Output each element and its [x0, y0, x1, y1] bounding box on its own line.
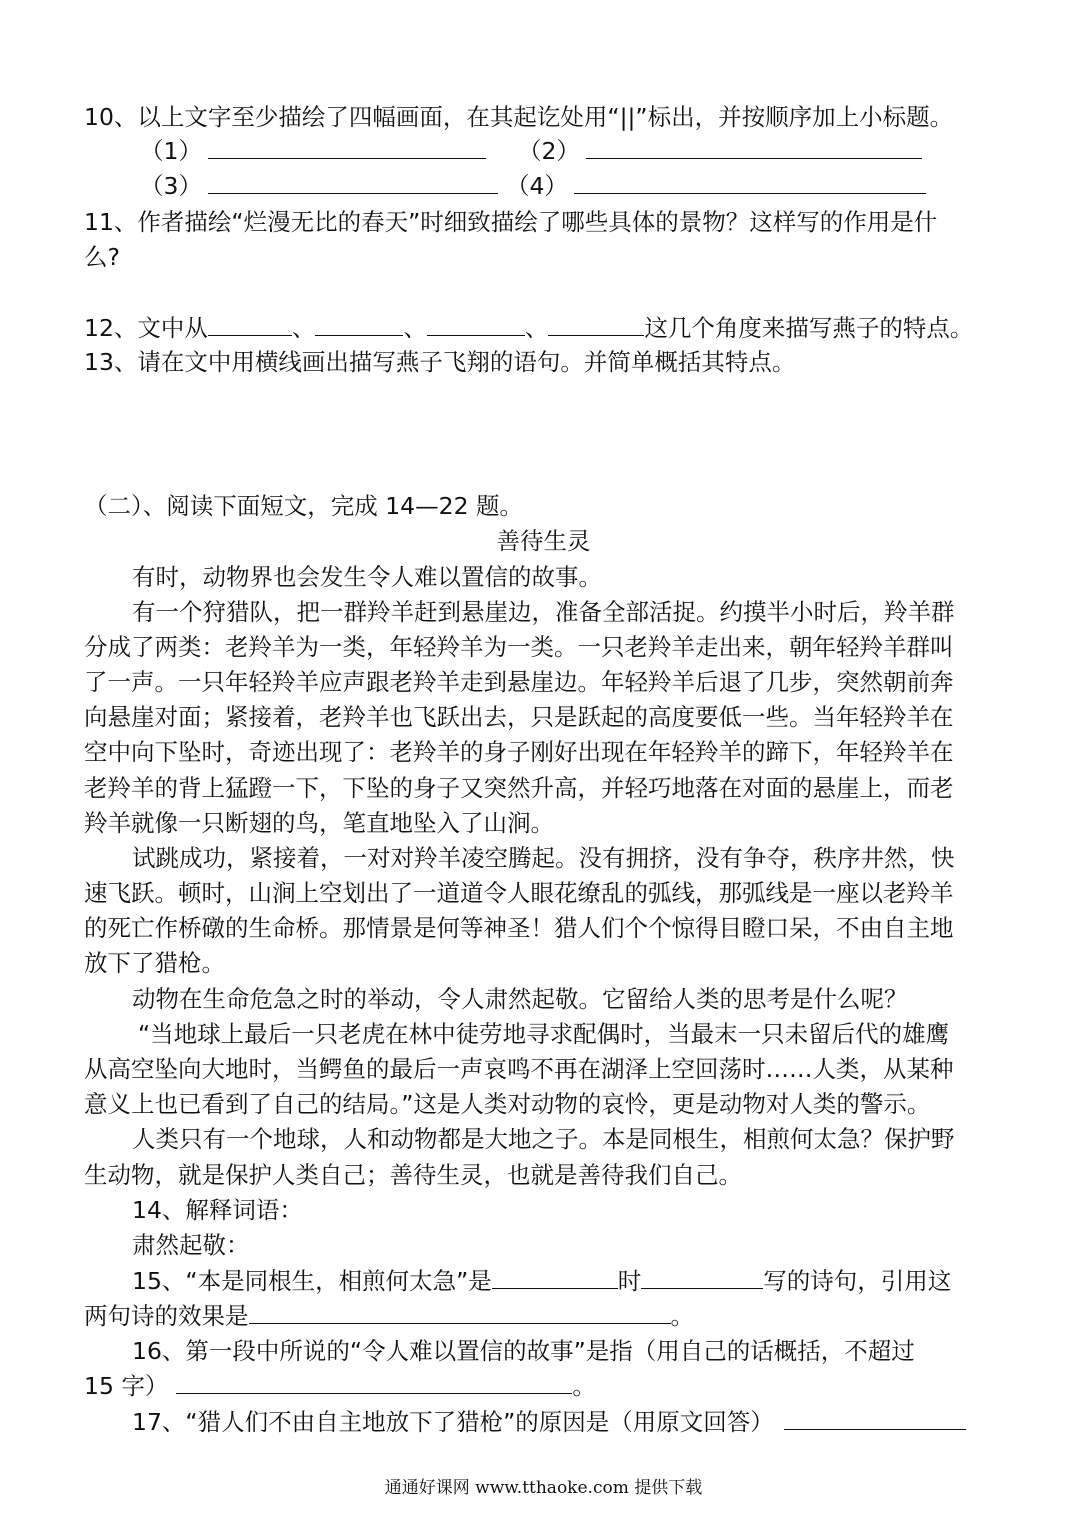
question-10: 10、以上文字至少描绘了四幅画面，在其起讫处用“||”标出，并按顺序加上小标题。 — [84, 103, 954, 131]
q10-label-3: （3） — [140, 172, 202, 200]
passage-line: 动物在生命危急之时的举动，令人肃然起敬。它留给人类的思考是什么呢？ — [132, 985, 908, 1013]
q15-text-c: 写的诗句，引用这 — [763, 1267, 952, 1295]
q12-blank-1[interactable] — [208, 311, 292, 336]
q10-blank-3[interactable] — [208, 169, 498, 194]
question-15-cont — [84, 1299, 1014, 1333]
q15-text-a: 15、“本是同根生，相煎何太急”是 — [132, 1267, 492, 1295]
q10-blank-2[interactable] — [586, 134, 922, 159]
part2-heading: （二）、阅读下面短文，完成 14—22 题。 — [84, 492, 523, 520]
q15-blank-author[interactable] — [641, 1264, 763, 1289]
q12-sep-2: 、 — [403, 314, 427, 342]
question-14: 14、解释词语： — [132, 1196, 303, 1224]
passage-line: 生动物，就是保护人类自己；善待生灵，也就是善待我们自己。 — [84, 1161, 742, 1189]
question-16-cont — [84, 1369, 1014, 1403]
passage-line: 放下了猎枪。 — [84, 949, 225, 977]
q15-blank-era[interactable] — [492, 1264, 618, 1289]
q10-blank-4[interactable] — [574, 169, 926, 194]
q10-label-2: （2） — [517, 137, 580, 165]
q12-blank-2[interactable] — [315, 311, 403, 336]
q10-label-1: （1） — [140, 137, 202, 165]
q15-text-d: 两句诗的效果是 — [84, 1302, 249, 1330]
passage-line: 老羚羊的背上猛蹬一下，下坠的身子又突然升高，并轻巧地落在对面的悬崖上，而老 — [84, 774, 954, 802]
q12-blank-3[interactable] — [427, 311, 525, 336]
q12-sep-1: 、 — [291, 314, 316, 342]
passage-line: 速飞跃。顿时，山涧上空划出了一道道令人眼花缭乱的弧线，那弧线是一座以老羚羊 — [84, 879, 954, 907]
q15-end: 。 — [670, 1302, 694, 1330]
passage-line: 向悬崖对面；紧接着，老羚羊也飞跃出去，只是跃起的高度要低一些。当年轻羚羊在 — [84, 703, 954, 731]
passage-line: 从高空坠向大地时，当鳄鱼的最后一声哀鸣不再在湖泽上空回荡时……人类，从某种 — [84, 1055, 954, 1083]
q16-text-b: 15 字） — [84, 1372, 169, 1400]
question-11: 11、作者描绘“烂漫无比的春天”时细致描绘了哪些具体的景物？这样写的作用是什 — [84, 208, 938, 236]
q17-blank[interactable] — [784, 1405, 966, 1430]
passage-line: 羚羊就像一只断翅的鸟，笔直地坠入了山涧。 — [84, 809, 554, 837]
q15-blank-effect[interactable] — [249, 1299, 671, 1324]
question-11-cont: 么? — [84, 243, 120, 271]
passage-line: 有一个狩猎队，把一群羚羊赶到悬崖边，准备全部活捉。约摸半小时后，羚羊群 — [132, 598, 955, 626]
q12-suffix: 这几个角度来描写燕子的特点。 — [644, 314, 974, 342]
q12-prefix: 12、文中从 — [84, 314, 208, 342]
q10-answer-row-1 — [140, 134, 1020, 168]
passage-line: 的死亡作桥礅的生命桥。那情景是何等神圣！猎人们个个惊得目瞪口呆，不由自主地 — [84, 914, 954, 942]
q15-text-b: 时 — [617, 1267, 642, 1295]
page-footer: 通通好课网 www.tthaoke.com 提供下载 — [384, 1478, 703, 1498]
passage-line: 人类只有一个地球，人和动物都是大地之子。本是同根生，相煎何太急？保护野 — [132, 1125, 955, 1153]
question-12 — [84, 311, 1014, 345]
question-15 — [132, 1264, 1012, 1298]
passage-line: 空中向下坠时，奇迹出现了：老羚羊的身子刚好出现在年轻羚羊的蹄下，年轻羚羊在 — [84, 738, 954, 766]
q16-end: 。 — [572, 1372, 596, 1400]
passage-line: 有时，动物界也会发生令人难以置信的故事。 — [132, 563, 602, 591]
passage-line: 试跳成功，紧接着，一对对羚羊凌空腾起。没有拥挤，没有争夺，秩序井然，快 — [132, 844, 955, 872]
passage-title: 善待生灵 — [496, 527, 591, 555]
passage-line: “当地球上最后一只老虎在林中徒劳地寻求配偶时，当最末一只未留后代的雄鹰 — [138, 1020, 950, 1048]
question-17 — [132, 1405, 1012, 1439]
q14-term: 肃然起敬： — [132, 1231, 250, 1259]
q16-blank[interactable] — [176, 1369, 572, 1394]
question-16: 16、第一段中所说的“令人难以置信的故事”是指（用自己的话概括，不超过 — [132, 1337, 915, 1365]
q12-sep-3: 、 — [524, 314, 549, 342]
passage-line: 了一声。一只年轻羚羊应声跟老羚羊走到悬崖边。年轻羚羊后退了几步，突然朝前奔 — [84, 668, 954, 696]
q10-label-4: （4） — [505, 172, 568, 200]
passage-line: 意义上也已看到了自己的结局。”这是人类对动物的哀怜，更是动物对人类的警示。 — [84, 1090, 931, 1118]
q10-answer-row-2 — [140, 169, 1020, 203]
q17-text: 17、“猎人们不由自主地放下了猎枪”的原因是（用原文回答） — [132, 1408, 774, 1436]
q12-blank-4[interactable] — [548, 311, 644, 336]
question-13: 13、请在文中用横线画出描写燕子飞翔的语句。并简单概括其特点。 — [84, 348, 796, 376]
passage-line: 分成了两类：老羚羊为一类，年轻羚羊为一类。一只老羚羊走出来，朝年轻羚羊群叫 — [84, 633, 954, 661]
q10-blank-1[interactable] — [208, 134, 486, 159]
